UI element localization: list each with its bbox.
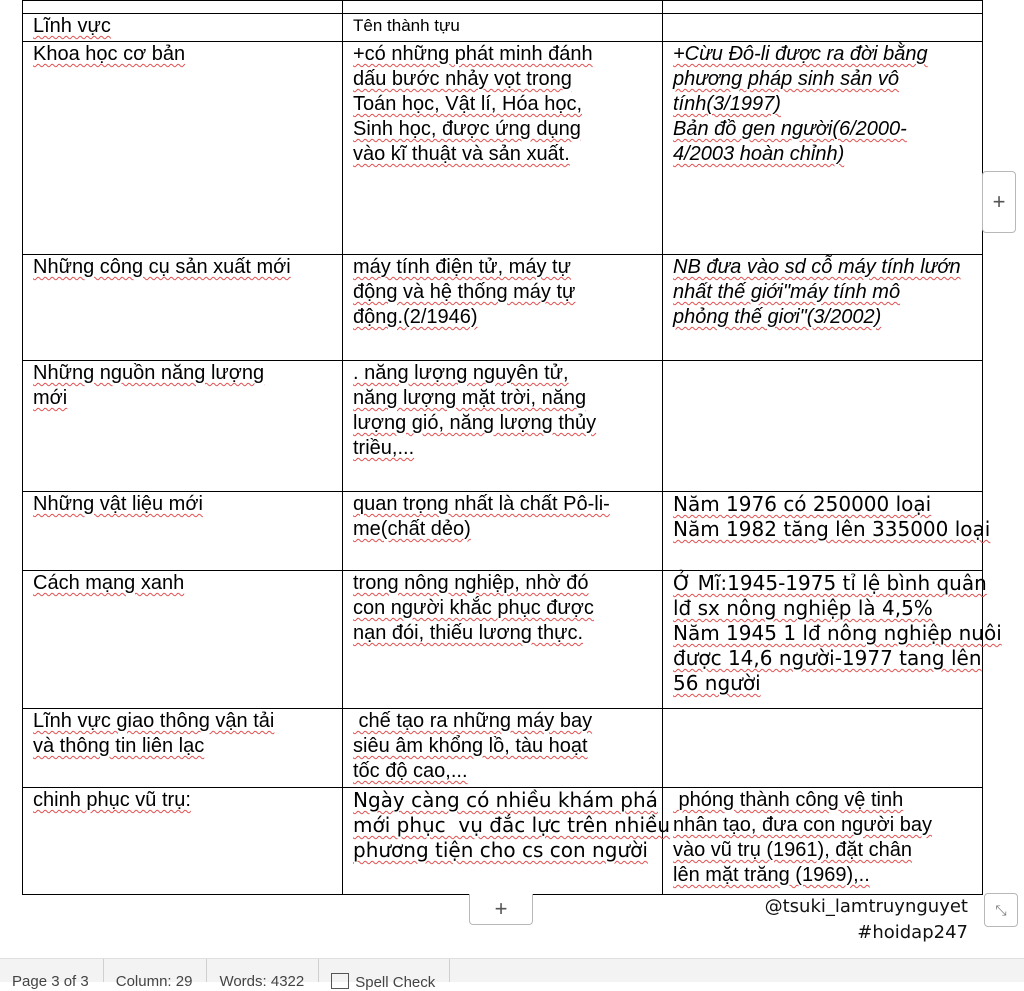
cell-text-line: Toán học, Vật lí, Hóa học, [353,93,583,115]
plus-icon: + [494,896,508,921]
table-row [23,255,983,361]
cell-text-line: nạn đói, thiếu lương thực. [353,622,584,644]
cell-achievement[interactable] [343,571,663,709]
cell-text-line: mới phục vụ đắc lực trên nhiều [353,813,671,837]
cell-text-line: nhân tạo, đưa con người bay [673,814,932,836]
table-row [23,788,983,895]
cell-text-line: lượng gió, năng lượng thủy [353,412,597,434]
cell-text-line: Những công cụ sản xuất mới [33,256,291,278]
cell-text-line: Cách mạng xanh [33,572,185,594]
cell-example[interactable] [663,709,983,788]
cell-text-line: +Cừu Đô-li được ra đời bằng [673,43,928,65]
cell-text-line: nhất thế giới"máy tính mô [673,281,901,303]
cell-field[interactable] [23,788,343,895]
cell-text-line: lên mặt trăng (1969),.. [673,864,870,886]
table-row [23,571,983,709]
cell-example[interactable] [663,361,983,492]
cell-text-line: Ngày càng có nhiều khám phá [353,788,658,812]
cell-text-line: động và hệ thống máy tự [353,281,576,303]
cell-example[interactable] [663,492,991,571]
cell-text-line: Những nguồn năng lượng [33,362,265,384]
cell-text-line: máy tính điện tử, máy tự [353,256,571,278]
table-row [23,492,983,571]
add-row-button[interactable] [469,894,533,925]
cell-achievement[interactable] [343,788,671,895]
cell-achievement[interactable] [343,255,663,361]
table-row [23,42,983,255]
spell-check-button[interactable]: Spell Check [319,959,450,982]
cell-field[interactable] [23,361,343,492]
cell-text-line: lđ sx nông nghiệp là 4,5% [673,596,933,620]
cell-text-line: phóng thành công vệ tinh [673,789,904,811]
cell-text-line: phương pháp sinh sản vô [673,68,900,90]
status-page[interactable]: Page 3 of 3 [0,959,104,982]
cell-text-line: Lĩnh vực giao thông vận tải [33,710,275,732]
cell-text-line: tính(3/1997) [673,93,781,115]
cell-example[interactable] [663,42,983,255]
cell-text-line: Năm 1945 1 lđ nông nghiệp nuôi [673,621,1002,645]
cell-text-line: chế tạo ra những máy bay [353,710,593,732]
cell-text-line: triều,... [353,437,415,459]
table-header-row [23,14,983,42]
status-words[interactable]: Words: 4322 [207,959,319,982]
cell-achievement[interactable] [343,42,663,255]
cell-text-line: năng lượng mặt trời, năng [353,387,587,409]
cell-text-line: Ở Mĩ:1945-1975 tỉ lệ bình quân [673,571,987,595]
table-resize-button[interactable] [984,893,1018,927]
cell-text-line: mới [33,387,68,409]
watermark-handle: @tsuki_lamtruynguyet [764,896,968,917]
table-row [23,709,983,788]
resize-icon: ⤡ [995,901,1007,918]
cell-text-line: 56 người [673,671,761,695]
cell-text-line: . năng lượng nguyên tử, [353,362,569,384]
cell-field[interactable] [23,709,343,788]
cell-text-line: con người khắc phục được [353,597,594,619]
header-cell-example[interactable] [663,14,983,42]
header-cell-achievement[interactable]: Tên thành tựu [343,14,663,42]
cell-text-line: Năm 1982 tăng lên 335000 loại [673,517,991,541]
cell-field[interactable] [23,492,343,571]
cell-text-line: me(chất dẻo) [353,518,471,540]
cell-text-line: vào kĩ thuật và sản xuất. [353,143,570,165]
cell-achievement[interactable] [343,492,663,571]
cell-example[interactable] [663,788,983,895]
status-bar [0,958,1024,991]
cell-text-line: Những vật liệu mới [33,493,203,515]
status-column: Column: 29 [104,959,208,982]
cell-text-line: Khoa học cơ bản [33,43,186,65]
table-row [23,361,983,492]
achievements-table[interactable] [22,0,1002,895]
cell-text-line: +có những phát minh đánh [353,43,593,65]
cell-text-line: động.(2/1946) [353,306,478,328]
cell-text-line: vào vũ trụ (1961), đặt chân [673,839,913,861]
cell-text-line: chinh phục vũ trụ: [33,789,191,811]
cell-text-line: phỏng thế giơi"(3/2002) [673,306,882,328]
cell-example[interactable] [663,571,1002,709]
cell-example[interactable] [663,255,983,361]
book-check-icon [331,973,349,989]
cell-text-line: trong nông nghiệp, nhờ đó [353,572,589,594]
cell-text-line: dấu bước nhảy vọt trong [353,68,572,90]
cell-text-line: 4/2003 hoàn chỉnh) [673,143,845,165]
cell-field[interactable] [23,42,343,255]
cell-text-line: và thông tin liên lạc [33,735,205,757]
cell-achievement[interactable] [343,361,663,492]
add-column-button[interactable] [982,171,1016,233]
cell-text-line: tốc độ cao,... [353,760,468,782]
watermark-tag: #hoidap247 [857,922,968,943]
cell-field[interactable] [23,255,343,361]
plus-icon: + [992,189,1006,214]
document-table-area [22,0,1002,895]
cell-achievement[interactable] [343,709,663,788]
cell-text-line: được 14,6 người-1977 tang lên [673,646,982,670]
cell-text-line: siêu âm khổng lồ, tàu hoạt [353,735,588,757]
cell-text-line: Bản đồ gen người(6/2000- [673,118,907,140]
cell-text-line: NB đưa vào sd cỗ máy tính lướn [673,256,961,278]
cell-text-line: phương tiện cho cs con người [353,838,648,862]
cell-text-line: Năm 1976 có 250000 loại [673,492,932,516]
cell-text-line: quan trọng nhất là chất Pô-li- [353,493,610,515]
watermark [765,894,968,946]
header-cell-field[interactable]: Lĩnh vực [23,14,343,42]
cell-text-line: Sinh học, được ứng dụng [353,118,581,140]
cell-field[interactable] [23,571,343,709]
